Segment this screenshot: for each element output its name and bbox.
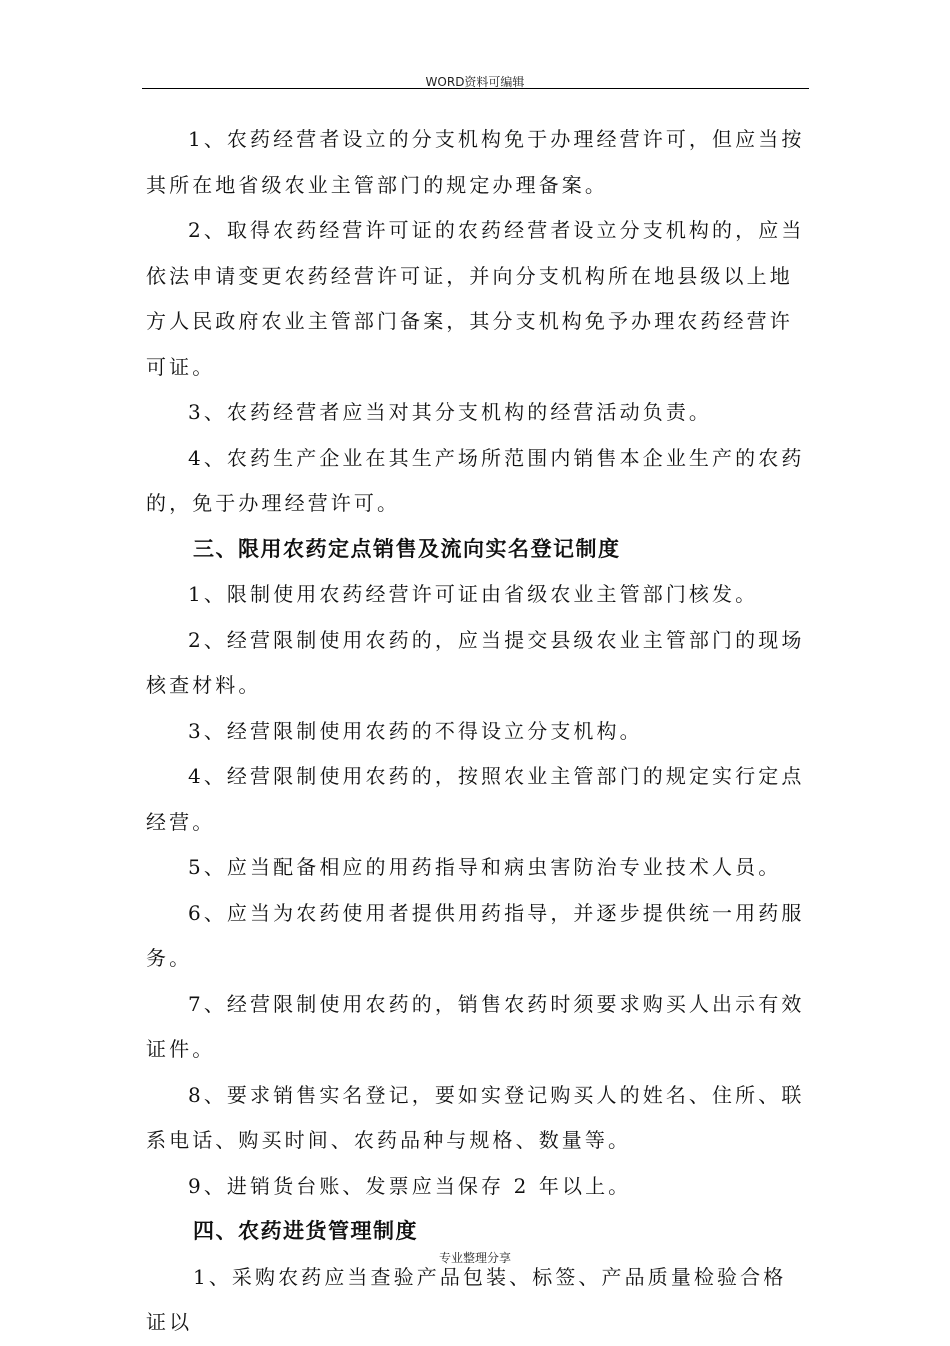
list-item: 7、经营限制使用农药的，销售农药时须要求购买人出示有效证件。 [146,991,805,1061]
paragraph: 3、农药经营者应当对其分支机构的经营活动负责。 [188,400,713,424]
page-header: WORD资料可编辑 [425,75,525,89]
list-item: 4、经营限制使用农药的，按照农业主管部门的规定实行定点经营。 [146,764,805,834]
document-body [146,117,808,1346]
list-item: 1、限制使用农药经营许可证由省级农业主管部门核发。 [188,582,759,606]
page-footer: 专业整理分享 [438,1251,511,1265]
paragraph: 4、农药生产企业在其生产场所范围内销售本企业生产的农药的，免于办理经营许可。 [146,445,805,515]
list-item: 5、应当配备相应的用药指导和病虫害防治专业技术人员。 [188,855,782,879]
list-item: 1、采购农药应当查验产品包装、标签、产品质量检验合格证以 [146,1264,787,1334]
paragraph: 2、取得农药经营许可证的农药经营者设立分支机构的，应当依法申请变更农药经营许可证，并向分支机构所在地县级以上地方人民政府农业主管部门备案，其分支机构免予办理农药经营许可证。 [146,218,805,379]
list-item: 9、进销货台账、发票应当保存 2 年以上。 [188,1173,632,1198]
list-item: 2、经营限制使用农药的，应当提交县级农业主管部门的现场核查材料。 [146,627,805,697]
header-divider [142,88,809,89]
section-heading: 四、农药进货管理制度 [193,1219,418,1243]
paragraph: 1、农药经营者设立的分支机构免于办理经营许可，但应当按其所在地省级农业主管部门的规定办理备案。 [146,127,805,197]
list-item: 8、要求销售实名登记，要如实登记购买人的姓名、住所、联系电话、购买时间、农药品种与规格、数量等。 [146,1082,805,1152]
list-item: 3、经营限制使用农药的不得设立分支机构。 [188,718,643,743]
list-item: 6、应当为农药使用者提供用药指导，并逐步提供统一用药服务。 [146,900,805,970]
section-heading: 三、限用农药定点销售及流向实名登记制度 [193,536,621,561]
